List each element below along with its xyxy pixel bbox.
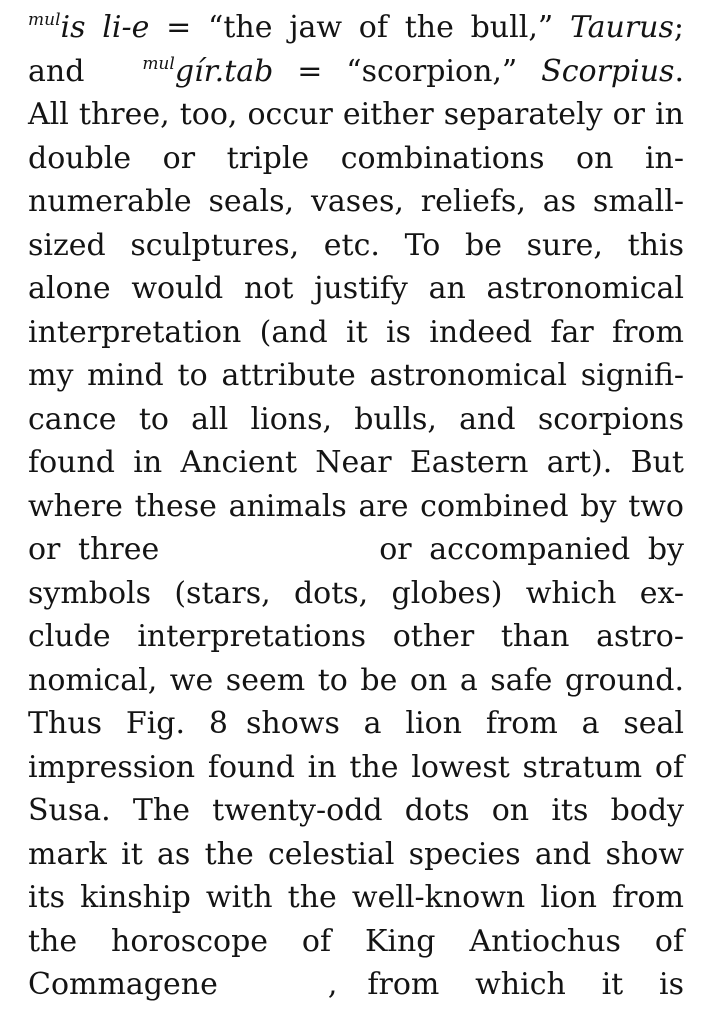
sumerian-term: is li-e (60, 10, 150, 45)
text-line-2 (28, 50, 684, 94)
punctuation: ; (673, 10, 685, 45)
text-line-10: cance to all lions, bulls, and scorpions (28, 401, 684, 437)
text-line-15: clude interpretations other than astro- (28, 619, 684, 654)
constellation-name: Taurus (569, 10, 674, 45)
text-line-3: All three, too, occur either separately or in (28, 97, 684, 132)
text-line-17 (28, 702, 684, 746)
text-line-4: double or triple combinations on in- (28, 140, 684, 176)
sumerian-term: gír.tab (174, 53, 274, 89)
text-line-19: Susa. The twenty-odd dots on its body (28, 793, 684, 828)
text-segment: shows a lion from a seal (245, 706, 684, 741)
translation: = “the jaw of the bull,” (149, 10, 570, 45)
superscript-determinative: mul (28, 10, 61, 30)
text-line-18: impression found in the lowest stratum of (28, 749, 684, 785)
text-line-22: the horoscope of King Antiochus of (28, 923, 684, 959)
constellation-name: Scorpius (541, 53, 675, 89)
figure-reference: Thus Fig. 8 (28, 706, 228, 741)
text-line-11: found in Ancient Near Eastern art). But (28, 445, 684, 480)
text-line-21: its kinship with the well-known lion from (28, 880, 684, 915)
text-line-8: interpretation (and it is indeed far from (28, 314, 684, 350)
text-line-13 (28, 528, 684, 572)
text-segment: or three (28, 532, 160, 567)
superscript-determinative: mul (142, 53, 175, 74)
text-line-9: my mind to attribute astronomical signifi- (28, 358, 684, 393)
text-line-23 (28, 963, 684, 1007)
text-line-7: alone would not justify an astronomical (28, 271, 684, 306)
punctuation: , (327, 967, 338, 1002)
text-lead: and (28, 53, 109, 89)
punctuation: . (674, 53, 684, 89)
text-line-12: where these animals are combined by two (28, 488, 684, 524)
translation: = “scorpion,” (273, 53, 542, 89)
text-segment: or accompanied by (379, 532, 684, 567)
text-segment: from which it is (367, 967, 684, 1002)
text-line-6: sized sculptures, etc. To be sure, this (28, 227, 684, 263)
text-line-20: mark it as the celestial species and show (28, 836, 684, 872)
text-line-16: nomical, we seem to be on a safe ground. (28, 662, 684, 698)
place-name: Commagene (28, 967, 218, 1002)
text-line-14: symbols (stars, dots, globes) which ex- (28, 575, 684, 611)
text-line-5: numerable seals, vases, reliefs, as small- (28, 184, 684, 219)
text-line-1 (28, 6, 684, 50)
